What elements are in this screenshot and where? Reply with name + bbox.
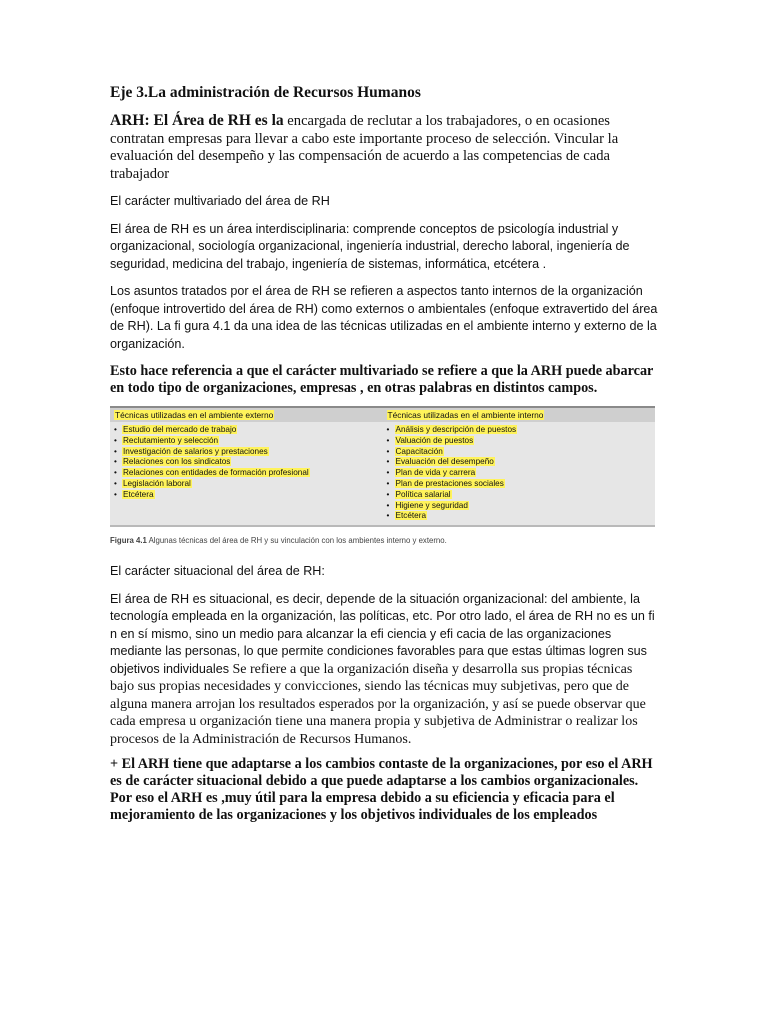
external-item-text: Reclutamiento y selección <box>123 435 219 445</box>
external-item-text: Investigación de salarios y prestaciones <box>123 446 268 456</box>
external-item <box>114 468 383 479</box>
bullet-marker: • <box>386 511 390 521</box>
bullet-marker: • <box>114 457 117 467</box>
external-item <box>114 490 383 501</box>
bullet-marker: • <box>114 425 117 434</box>
external-item-text: Relaciones con los sindicatos <box>123 457 231 467</box>
internal-header <box>383 408 656 422</box>
bullet-marker: • <box>114 446 117 456</box>
bullet-marker: • <box>114 478 117 488</box>
internal-item <box>387 511 656 522</box>
section2-paragraph <box>110 591 658 749</box>
bullet-marker: • <box>114 435 117 445</box>
figure-caption-label: Figura 4.1 <box>110 536 147 546</box>
section1-heading: El carácter multivariado del área de RH <box>110 194 330 208</box>
bullet-marker: • <box>386 457 390 467</box>
external-header-text: Técnicas utilizadas en el ambiente externo <box>115 410 274 420</box>
internal-item <box>387 468 656 479</box>
internal-item-text: Capacitación <box>395 446 443 456</box>
bullet-marker: • <box>386 500 390 510</box>
section2-heading: El carácter situacional del área de RH: <box>110 564 325 579</box>
internal-item <box>387 490 656 501</box>
external-item <box>114 479 383 490</box>
internal-item <box>387 479 656 490</box>
internal-item-text: Etcétera <box>395 511 426 521</box>
external-list <box>110 422 383 504</box>
figure-caption-text: Algunas técnicas del área de RH y su vinculación con los ambientes interno y externo. <box>146 536 447 546</box>
bullet-marker: • <box>114 468 117 478</box>
bullet-marker: • <box>114 489 117 499</box>
external-item <box>114 436 383 447</box>
bullet-marker: • <box>386 435 390 445</box>
internal-item-text: Plan de prestaciones sociales <box>395 478 504 488</box>
external-item <box>114 425 383 436</box>
internal-column <box>383 408 656 525</box>
bullet-marker: • <box>386 489 390 499</box>
intro-text: encargada de reclutar a los trabajadores, o en ocasiones contratan empresas para llevar a cabo este importante proceso de selección. Vincular la evaluación del desempeño y las compensación de acuerdo a las competencias de cada trabajador <box>110 113 619 182</box>
internal-item-text: Plan de vida y carrera <box>395 468 476 478</box>
figure-caption <box>110 536 655 545</box>
internal-item-text: Valuación de puestos <box>395 435 474 445</box>
external-item-text: Etcétera <box>123 489 154 499</box>
bullet-marker: • <box>386 446 390 456</box>
internal-header-text: Técnicas utilizadas en el ambiente interno <box>387 410 544 420</box>
section1-bold-paragraph: Esto hace referencia a que el carácter multivariado se refiere a que la ARH puede abarcar en todo tipo de organizaciones, empresas , en otras palabras en distintos campos. <box>110 363 654 396</box>
external-item <box>114 447 383 458</box>
section1-paragraph-1: El área de RH es un área interdisciplinaria: comprende conceptos de psicología industrial y organizacional, sociología organizacional, ingeniería industrial, derecho laboral, ingeniería de seguridad, medicina del trabajo, ingeniería de sistemas, informática, etcétera . <box>110 221 630 271</box>
section2-text-serif: Se refiere a que la organización diseña y desarrolla sus propias técnicas bajo sus propias necesidades y convicciones, siendo las técnicas muy subjetivas, pero que de alguna manera arrojan los resultados esperados por la organización, y así se puede observar que cada empresa u organización tiene una manera propia y subjetiva de Administrar o realizar los procesos de la Administración de Recursos Humanos. <box>110 661 646 747</box>
internal-item <box>387 436 656 447</box>
external-item-text: Relaciones con entidades de formación profesional <box>123 468 309 478</box>
bullet-marker: • <box>386 468 390 478</box>
internal-item-text: Análisis y descripción de puestos <box>395 425 517 434</box>
bullet-marker: • <box>386 425 390 434</box>
document-title: Eje 3.La administración de Recursos Humanos <box>110 84 421 101</box>
internal-item-text: Higiene y seguridad <box>395 500 468 510</box>
section2-text-sans: El área de RH es situacional, es decir, depende de la situación organizacional: del ambiente, la tecnología empleada en la organización, las políticas, etc. Por otro lado, el área de RH no es un fi n en sí mismo, sino un medio para alcanzar la efi ciencia y efi cacia de las organizaciones mediante las personas, lo que permite condiciones favorables para que estas últimas logren sus objetivos individuales <box>110 591 655 676</box>
internal-list <box>383 422 656 525</box>
external-item-text: Legislación laboral <box>123 478 191 488</box>
document-page <box>110 84 658 833</box>
internal-item <box>387 457 656 468</box>
figure-4-1 <box>110 406 655 545</box>
intro-lead: ARH: El Área de RH es la <box>110 112 284 129</box>
section2-bold-paragraph: + El ARH tiene que adaptarse a los cambios contaste de la organizaciones, por eso el ARH es de carácter situacional debido a que puede adaptarse a los cambios organizacionales. Por eso el ARH es ,muy útil para la empresa debido a su eficiencia y eficacia para el mejoramiento de las organizaciones y los objetivos individuales de los empleados <box>110 756 653 824</box>
figure-table <box>110 406 655 527</box>
internal-item-text: Evaluación del desempeño <box>395 457 494 467</box>
intro-paragraph <box>110 112 658 183</box>
external-item <box>114 457 383 468</box>
bullet-marker: • <box>386 478 390 488</box>
section1-paragraph-2: Los asuntos tratados por el área de RH se refieren a aspectos tanto internos de la organización (enfoque introvertido del área de RH) como externos o ambientales (enfoque extravertido del área de RH). La fi gura 4.1 da una idea de las técnicas utilizadas en el ambiente interno y externo de la organización. <box>110 284 658 351</box>
internal-item <box>387 501 656 512</box>
external-header <box>110 408 383 422</box>
internal-item <box>387 425 656 436</box>
internal-item <box>387 447 656 458</box>
external-column <box>110 408 383 525</box>
internal-item-text: Política salarial <box>395 489 451 499</box>
external-item-text: Estudio del mercado de trabajo <box>123 425 237 434</box>
